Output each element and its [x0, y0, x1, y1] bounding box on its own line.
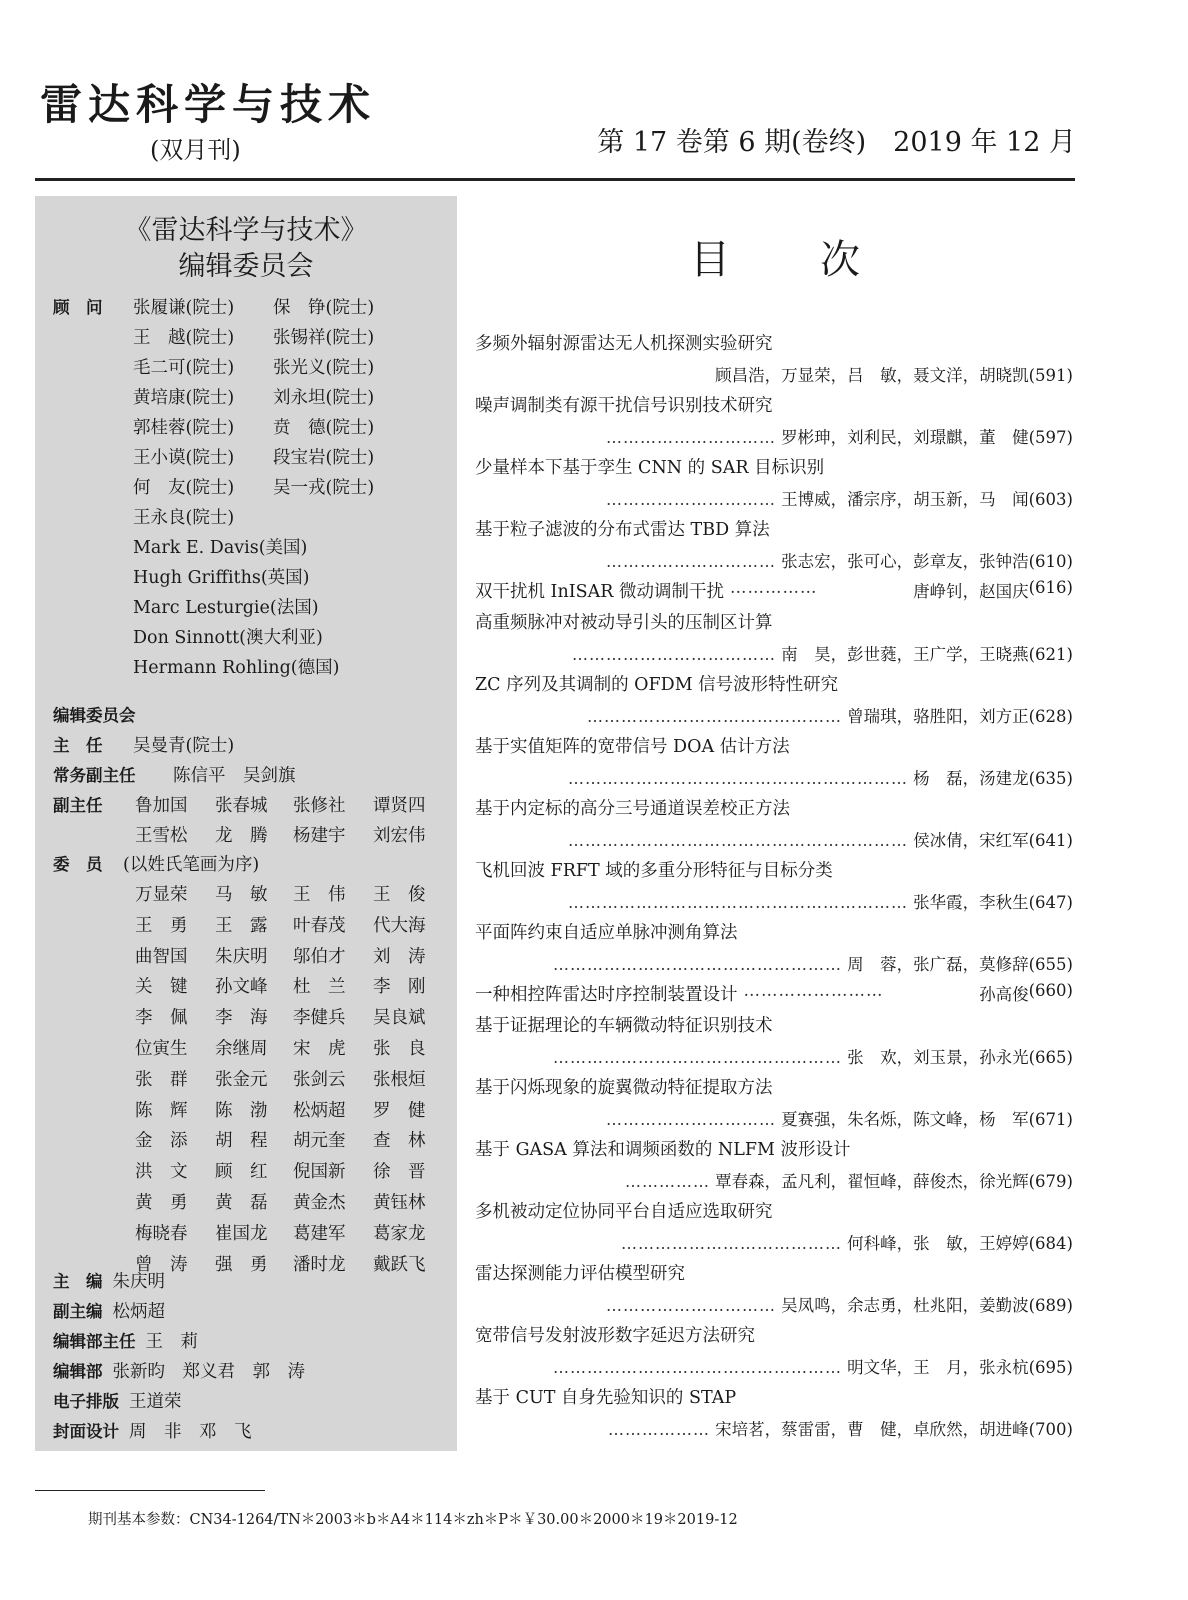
article-authors: 侯冰倩，宋红军: [913, 831, 1029, 850]
cover-row: [53, 1418, 252, 1443]
toc-entry-detail: [475, 1230, 1073, 1254]
article-page: (641): [1028, 831, 1073, 850]
member-name: 关 键: [135, 977, 188, 998]
advisor-name: 贲 德(院士): [273, 418, 375, 438]
article-authors: 孙高俊: [979, 985, 1029, 1004]
advisor-name: 段宝岩(院士): [273, 448, 375, 468]
member-name: 张根烜: [373, 1069, 426, 1090]
article-page: (700): [1028, 1420, 1073, 1439]
article-authors: 王博威，潘宗序，胡玉新，马 闻: [781, 490, 1029, 509]
article-page: (684): [1028, 1234, 1073, 1253]
director-name: 吴曼青(院士): [133, 736, 235, 756]
article-title: 平面阵约束自适应单脉冲测角算法: [475, 923, 738, 943]
member-name: 罗 健: [373, 1100, 426, 1121]
editorial-board-panel: [35, 196, 457, 1451]
article-authors: 覃春森，孟凡利，翟恒峰，薛俊杰，徐光辉: [715, 1172, 1029, 1191]
member-name: 刘 涛: [373, 946, 426, 967]
article-page: (660): [1028, 981, 1073, 1000]
article-authors: 唐峥钊，赵国庆: [913, 582, 1029, 601]
member-name: 位寅生: [135, 1039, 188, 1059]
article-title: 噪声调制类有源干扰信号识别技术研究: [475, 396, 773, 416]
member-name: 胡 程: [215, 1131, 268, 1152]
journal-title: 雷达科学与技术: [40, 80, 377, 129]
office-director-row: [53, 1328, 198, 1353]
deputy-label: 副主任: [53, 796, 103, 815]
advisor-name: 张履谦(院士): [133, 298, 235, 318]
member-name: 余继周: [215, 1039, 268, 1059]
foreign-advisor-name: Hugh Griffiths(英国): [133, 568, 310, 588]
article-title: 高重频脉冲对被动导引头的压制区计算: [475, 613, 773, 633]
article-title: 多频外辐射源雷达无人机探测实验研究: [475, 334, 773, 354]
advisor-name: 王 越(院士): [133, 328, 235, 348]
deputy-name: 张春城: [215, 796, 268, 816]
member-name: 王 露: [215, 915, 268, 936]
article-title: 雷达探测能力评估模型研究: [475, 1264, 685, 1284]
office-row: [53, 1358, 305, 1383]
member-name: 倪国新: [293, 1162, 346, 1183]
advisor-name: 刘永坦(院士): [273, 388, 375, 408]
member-name: 戴跃飞: [373, 1254, 426, 1275]
toc-entry-detail: [475, 703, 1073, 727]
advisor-name: 王永良(院士): [133, 508, 235, 528]
dot-leader: ……………………………………………: [553, 1048, 843, 1067]
member-name: 张 良: [373, 1039, 426, 1059]
dot-leader: …………………………………: [621, 1234, 843, 1253]
member-name: 张 群: [135, 1069, 188, 1090]
member-name: 朱庆明: [215, 946, 268, 967]
members-note: (以姓氏笔画为序): [123, 855, 260, 875]
office-label: 编辑部: [53, 1362, 103, 1381]
member-name: 代大海: [373, 915, 426, 936]
dot-leader: ………………: [608, 1420, 711, 1439]
chief-editor-label: 主 编: [53, 1272, 103, 1291]
article-title: 飞机回波 FRFT 域的多重分形特征与目标分类: [475, 861, 833, 881]
member-name: 马 敏: [215, 885, 268, 905]
chief-editor-name: 朱庆明: [112, 1272, 165, 1292]
member-name: 曾 涛: [135, 1254, 188, 1275]
foreign-advisor-name: Don Sinnott(澳大利亚): [133, 628, 323, 648]
article-title: 一种相控阵雷达时序控制装置设计: [475, 985, 738, 1005]
dot-leader: …………………………: [606, 490, 777, 509]
member-name: 万显荣: [135, 885, 188, 905]
member-name: 葛家龙: [373, 1223, 426, 1244]
article-title: 基于 GASA 算法和调频函数的 NLFM 波形设计: [475, 1140, 851, 1160]
dot-leader: ……………………………………………………: [568, 831, 909, 850]
toc-entry-detail: [475, 765, 1073, 789]
advisor-name: 毛二可(院士): [133, 358, 235, 378]
member-name: 黄 勇: [135, 1193, 188, 1213]
deputy-name: 龙 腾: [215, 826, 268, 846]
member-name: 张金元: [215, 1069, 268, 1090]
article-page: (689): [1028, 1296, 1073, 1315]
deputy-name: 鲁加国: [135, 796, 188, 816]
member-name: 陈 辉: [135, 1100, 188, 1121]
dot-leader: …………………………: [606, 552, 777, 571]
member-name: 王 伟: [293, 885, 346, 905]
member-name: 邬伯才: [293, 946, 346, 967]
article-title: 基于内定标的高分三号通道误差校正方法: [475, 799, 790, 819]
article-authors: 张志宏，张可心，彭章友，张钟浩: [781, 552, 1029, 571]
typesetting-name: 王道荣: [129, 1392, 182, 1412]
toc-entry-detail: [475, 1354, 1073, 1378]
dot-leader: ……………………………………………………: [568, 769, 909, 788]
article-page: (591): [1028, 366, 1073, 385]
member-name: 黄 磊: [215, 1193, 268, 1213]
toc-entry-detail: [475, 1292, 1073, 1316]
dot-leader: ……………………: [743, 981, 884, 1000]
article-authors: 吴凤鸣，余志勇，杜兆阳，姜勤波: [781, 1296, 1029, 1315]
toc-entry-detail: [475, 1168, 1073, 1192]
advisor-name: 黄培康(院士): [133, 388, 235, 408]
member-name: 杜 兰: [293, 977, 346, 998]
article-page: (635): [1028, 769, 1073, 788]
article-page: (695): [1028, 1358, 1073, 1377]
deputy-chief-editor-label: 副主编: [53, 1302, 103, 1321]
committee-label: 编辑委员会: [53, 706, 136, 725]
toc-entry-detail: [475, 641, 1073, 665]
article-page: (610): [1028, 552, 1073, 571]
board-title: 《雷达科学与技术》: [124, 215, 368, 246]
dot-leader: …………………………: [606, 1296, 777, 1315]
article-title: 少量样本下基于孪生 CNN 的 SAR 目标识别: [475, 458, 825, 478]
member-name: 黄金杰: [293, 1193, 346, 1213]
contents-heading: 目次: [690, 237, 950, 283]
article-page: (603): [1028, 490, 1073, 509]
advisor-name: 张光义(院士): [273, 358, 375, 378]
toc-entry-detail: [475, 951, 1073, 975]
toc-entry-detail: [475, 1106, 1073, 1130]
header-rule: [35, 178, 1075, 181]
member-name: 顾 红: [215, 1162, 268, 1183]
member-name: 金 添: [135, 1131, 188, 1152]
deputy-name: 张修社: [293, 796, 346, 816]
dot-leader: …………………………: [606, 1110, 777, 1129]
chief-editor-row: [53, 1268, 165, 1293]
advisor-name: 郭桂蓉(院士): [133, 418, 235, 438]
member-name: 曲智国: [135, 946, 188, 967]
article-authors: 夏赛强，朱名烁，陈文峰，杨 军: [781, 1110, 1029, 1129]
article-page: (665): [1028, 1048, 1073, 1067]
toc-entry-detail: [475, 1416, 1073, 1440]
member-name: 潘时龙: [293, 1254, 346, 1275]
article-authors: 杨 磊，汤建龙: [913, 769, 1029, 788]
article-title: 基于证据理论的车辆微动特征识别技术: [475, 1016, 773, 1036]
dot-leader: ……………………………………………: [553, 1358, 843, 1377]
article-title: 基于粒子滤波的分布式雷达 TBD 算法: [475, 520, 770, 540]
member-name: 葛建军: [293, 1223, 346, 1244]
deputy-name: 谭贤四: [373, 796, 426, 816]
office-names: 张新昀 郑义君 郭 涛: [112, 1362, 305, 1382]
article-page: (655): [1028, 955, 1073, 974]
typesetting-label: 电子排版: [53, 1392, 119, 1411]
dot-leader: ……………: [730, 578, 818, 597]
article-title: 双干扰机 InISAR 微动调制干扰: [475, 582, 725, 602]
advisor-name: 何 友(院士): [133, 478, 235, 498]
article-authors: 宋培茗，蔡雷雷，曹 健，卓欣然，胡进峰: [715, 1420, 1029, 1439]
toc-entry-detail: [475, 827, 1073, 851]
advisor-name: 王小谟(院士): [133, 448, 235, 468]
member-name: 胡元奎: [293, 1131, 346, 1152]
exec-deputy-names: 陈信平 吴剑旗: [173, 766, 296, 786]
article-title: 基于实值矩阵的宽带信号 DOA 估计方法: [475, 737, 790, 757]
cover-names: 周 非 邓 飞: [129, 1422, 252, 1442]
member-name: 洪 文: [135, 1162, 188, 1183]
toc-entry-detail: [475, 889, 1073, 913]
article-page: (628): [1028, 707, 1073, 726]
cover-label: 封面设计: [53, 1422, 119, 1441]
article-title: 基于闪烁现象的旋翼微动特征提取方法: [475, 1078, 773, 1098]
toc-entry-detail: [475, 1044, 1073, 1068]
office-director-label: 编辑部主任: [53, 1332, 136, 1351]
dot-leader: ……………………………………………………: [568, 893, 909, 912]
exec-deputy-label: 常务副主任: [53, 766, 136, 785]
deputy-chief-editor-name: 松炳超: [112, 1302, 165, 1322]
foreign-advisor-name: Hermann Rohling(德国): [133, 658, 340, 678]
member-name: 叶春茂: [293, 915, 346, 936]
member-name: 宋 虎: [293, 1039, 346, 1059]
deputy-chief-editor-row: [53, 1298, 165, 1323]
member-name: 陈 渤: [215, 1100, 268, 1121]
advisor-name: 保 铮(院士): [273, 298, 375, 318]
article-authors: 罗彬珅，刘利民，刘璟麒，董 健: [781, 428, 1029, 447]
dot-leader: ………………………………………: [587, 707, 843, 726]
member-name: 李 海: [215, 1008, 268, 1029]
toc-entry-detail: [475, 548, 1073, 572]
member-name: 强 勇: [215, 1254, 268, 1275]
toc-entry: [475, 981, 1073, 1006]
member-name: 王 俊: [373, 885, 426, 905]
member-name: 王 勇: [135, 915, 188, 936]
board-subtitle: 编辑委员会: [178, 251, 314, 282]
member-name: 徐 晋: [373, 1162, 426, 1183]
article-authors: 顾昌浩，万显荣，吕 敏，聂文洋，胡晓凯: [715, 366, 1029, 385]
member-name: 孙文峰: [215, 977, 268, 998]
article-title: 多机被动定位协同平台自适应选取研究: [475, 1202, 773, 1222]
typesetting-row: [53, 1388, 182, 1413]
article-page: (671): [1028, 1110, 1073, 1129]
article-authors: 张 欢，刘玉景，孙永光: [847, 1048, 1029, 1067]
article-authors: 周 蓉，张广磊，莫修辞: [847, 955, 1029, 974]
member-name: 梅晓春: [135, 1223, 188, 1244]
office-director-name: 王 莉: [145, 1332, 198, 1352]
toc-entry-detail: [475, 486, 1073, 510]
director-label: 主 任: [53, 736, 103, 755]
toc-entry-detail: [475, 424, 1073, 448]
issue-info: 第 17 卷第 6 期(卷终) 2019 年 12 月: [597, 127, 1076, 158]
member-name: 李健兵: [293, 1008, 346, 1029]
article-title: ZC 序列及其调制的 OFDM 信号波形特性研究: [475, 675, 839, 695]
dot-leader: ……………………………………………: [553, 955, 843, 974]
member-name: 吴良斌: [373, 1008, 426, 1029]
journal-parameters: 期刊基本参数：CN34-1264/TN＊2003＊b＊A4＊114＊zh＊P＊￥30.00＊2000＊19＊2019-12: [88, 1512, 738, 1528]
advisor-name: 张锡祥(院士): [273, 328, 375, 348]
member-name: 松炳超: [293, 1100, 346, 1121]
article-authors: 明文华，王 月，张永杭: [847, 1358, 1029, 1377]
advisor-name: 吴一戎(院士): [273, 478, 375, 498]
toc-entry: [475, 578, 1073, 603]
foreign-advisor-name: Mark E. Davis(美国): [133, 538, 308, 558]
member-name: 查 林: [373, 1131, 426, 1152]
deputy-name: 王雪松: [135, 826, 188, 846]
article-page: (621): [1028, 645, 1073, 664]
foreign-advisor-name: Marc Lesturgie(法国): [133, 598, 319, 618]
article-page: (616): [1028, 578, 1073, 597]
article-authors: 南 昊，彭世蕤，王广学，王晓燕: [781, 645, 1029, 664]
member-name: 李 佩: [135, 1008, 188, 1029]
article-page: (647): [1028, 893, 1073, 912]
footer-rule: [35, 1490, 265, 1491]
members-label: 委 员: [53, 855, 103, 874]
dot-leader: ……………: [625, 1172, 711, 1191]
member-name: 崔国龙: [215, 1223, 268, 1244]
advisors-label: 顾 问: [53, 298, 103, 317]
member-name: 黄钰林: [373, 1193, 426, 1213]
journal-frequency: (双月刊): [150, 136, 241, 164]
article-page: (597): [1028, 428, 1073, 447]
member-name: 张剑云: [293, 1069, 346, 1090]
dot-leader: ………………………………: [572, 645, 777, 664]
deputy-name: 杨建宇: [293, 826, 346, 846]
article-authors: 张华霞，李秋生: [913, 893, 1029, 912]
dot-leader: …………………………: [606, 428, 777, 447]
deputy-name: 刘宏伟: [373, 826, 426, 846]
article-page: (679): [1028, 1172, 1073, 1191]
toc-entry-detail: [475, 362, 1073, 386]
member-name: 李 刚: [373, 977, 426, 998]
article-title: 宽带信号发射波形数字延迟方法研究: [475, 1326, 755, 1346]
article-title: 基于 CUT 自身先验知识的 STAP: [475, 1388, 737, 1408]
article-authors: 何科峰，张 敏，王婷婷: [847, 1234, 1029, 1253]
article-authors: 曾瑞琪，骆胜阳，刘方正: [847, 707, 1029, 726]
